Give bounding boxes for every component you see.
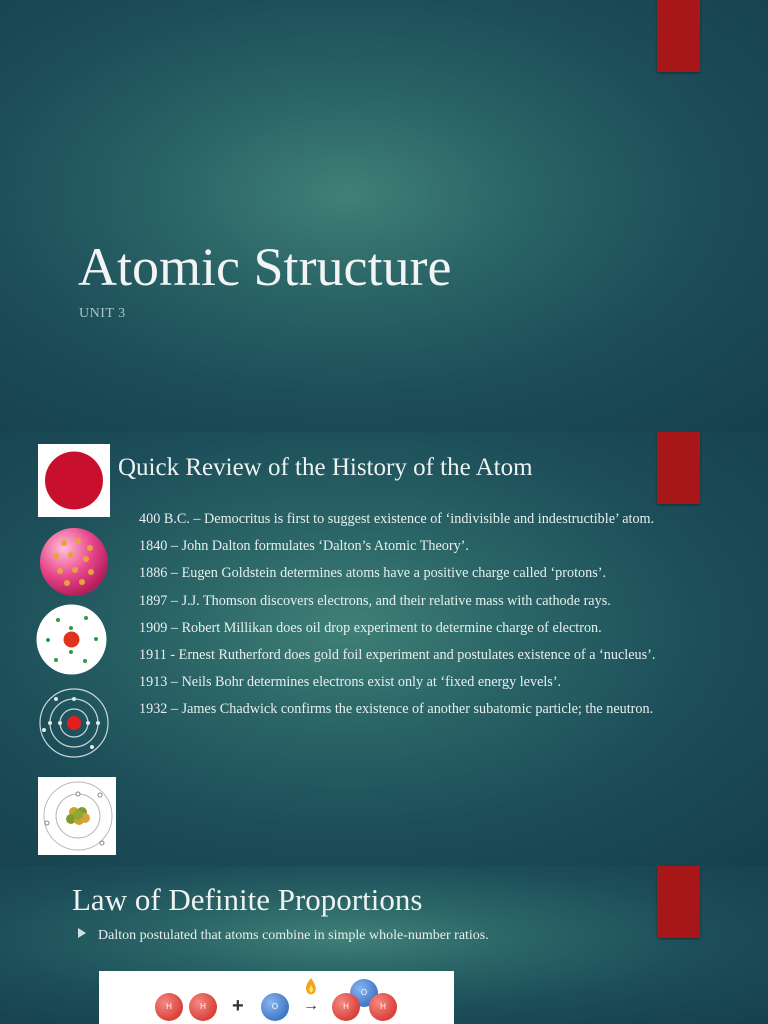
slide-title: Law of Definite Proportions bbox=[72, 882, 423, 917]
bullet-arrow-icon bbox=[78, 928, 86, 938]
solid-sphere-icon bbox=[38, 444, 110, 517]
bullet-text: Dalton postulated that atoms combine in simple whole-number ratios. bbox=[98, 928, 489, 943]
timeline-item: 1840 – John Dalton formulates ‘Dalton’s Atomic Theory’. bbox=[139, 538, 469, 555]
hydrogen-atom-icon: H bbox=[369, 993, 397, 1021]
history-slide bbox=[0, 432, 768, 866]
rutherford-model-image bbox=[36, 604, 107, 675]
slide-title: Atomic Structure bbox=[78, 237, 452, 297]
timeline-item: 1886 – Eugen Goldstein determines atoms have a positive charge called ‘protons’. bbox=[139, 565, 607, 582]
bohr-model-image bbox=[38, 688, 110, 760]
history-timeline bbox=[139, 509, 655, 727]
oxygen-atom-icon: O bbox=[261, 993, 289, 1021]
dalton-model-image bbox=[38, 444, 110, 517]
slide-accent-tab bbox=[657, 432, 700, 504]
timeline-item: 400 B.C. – Democritus is first to suggest existence of ‘indivisible and indestructible’ atom. bbox=[139, 511, 655, 527]
reaction-arrow: → bbox=[303, 997, 319, 1014]
slide-subtitle: UNIT 3 bbox=[79, 306, 126, 321]
water-formation-diagram bbox=[99, 971, 454, 1024]
neutron-atom-icon bbox=[38, 777, 116, 855]
plus-sign: + bbox=[232, 995, 244, 1017]
bullet-point bbox=[78, 928, 489, 944]
slide-accent-tab bbox=[657, 0, 700, 72]
timeline-item: 1913 – Neils Bohr determines electrons exist only at ‘fixed energy levels’. bbox=[139, 674, 562, 691]
timeline-item: 1897 – J.J. Thomson discovers electrons, and their relative mass with cathode rays. bbox=[139, 592, 611, 609]
slide-accent-tab bbox=[657, 866, 700, 938]
flame-icon bbox=[303, 977, 319, 997]
oxygen-atom-icon: O bbox=[350, 979, 378, 1007]
hydrogen-atom-icon: H bbox=[155, 993, 183, 1021]
hydrogen-atom-icon: H bbox=[332, 993, 360, 1021]
definite-proportions-slide bbox=[0, 866, 768, 1024]
hydrogen-atom-icon: H bbox=[189, 993, 217, 1021]
slide-title: Quick Review of the History of the Atom bbox=[118, 454, 533, 481]
nuclear-atom-icon bbox=[36, 604, 107, 675]
title-slide bbox=[0, 0, 768, 432]
thomson-model-image bbox=[38, 526, 110, 598]
bohr-atom-icon bbox=[38, 688, 110, 760]
chadwick-model-image bbox=[38, 777, 116, 855]
timeline-item: 1932 – James Chadwick confirms the existence of another subatomic particle; the neutron. bbox=[139, 701, 654, 718]
plum-pudding-icon bbox=[38, 526, 110, 598]
timeline-item: 1911 - Ernest Rutherford does gold foil experiment and postulates existence of a ‘nucleus’. bbox=[139, 646, 656, 663]
timeline-item: 1909 – Robert Millikan does oil drop experiment to determine charge of electron. bbox=[139, 619, 602, 636]
